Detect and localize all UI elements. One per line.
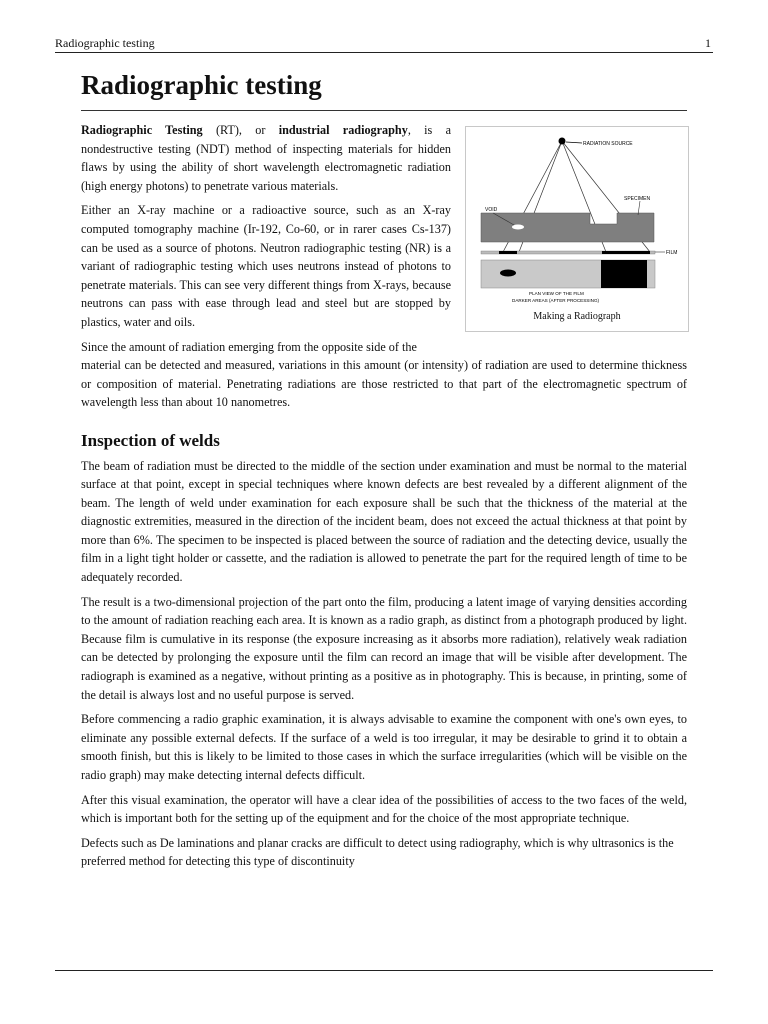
term-radiographic-testing: Radiographic Testing xyxy=(81,123,203,137)
running-header-title: Radiographic testing xyxy=(55,36,155,50)
section-paragraph: The result is a two-dimensional projection of the part onto the film, producing a latent image of varying densities according to the amount of radiation reaching each area. It is known as a radio graph, as distinct from a photograph produced by light. Because film is cumulative in its response (the exposure increasing as it absorbs more radiation), relatively weak radiation can be detected by prolonging the exposure until the film can record an image that will be visible after development. The radiograph is examined as a negative, without printing as a positive as in photography. This is because, in printing, some of the detail is always lost and no useful purpose is served. xyxy=(81,594,687,702)
svg-text:FILM: FILM xyxy=(666,250,678,256)
term-industrial-radiography: industrial radiography xyxy=(278,123,408,137)
footer-divider xyxy=(55,970,713,971)
section-paragraph: The beam of radiation must be directed to the middle of the section under examination and must be normal to the material surface at that point, except in special techniques where known defects are best revealed by a different alignment of the beam. The length of weld under examination for each exposure shall be such that the thickness of the material at the diagnostic extremities, measured in the direction of the incident beam, does not exceed the actual thickness at that point by more than 6%. The specimen to be inspected is placed between the source of radiation and the detecting device, usually the film in a light tight holder or cassette, and the radiation is allowed to penetrate the part for the required length of time to be adequately recorded. xyxy=(81,458,687,585)
running-header xyxy=(55,36,713,53)
section-paragraph: Before commencing a radio graphic examination, it is always advisable to examine the component with one's own eyes, to eliminate any possible external defects. If the surface of a weld is too irregular, it may be desirable to grind it to obtain a smooth finish, but this is likely to be limited to those cases in which the surface irregularities (which will be visible on the radio graph) may make detecting internal defects difficult. xyxy=(81,712,687,782)
section-heading-inspection-of-welds: Inspection of welds xyxy=(81,430,220,450)
intro-paragraph-3: Since the amount of radiation emerging from the opposite side of the material can be detected and measured, variations in this amount (or intensity) of radiation are used to determine thickness or composition of material. Penetrating radiations are those restricted to that part of the electromagnetic spectrum of wavelength less than about 10 nanometres. xyxy=(81,339,687,410)
title-divider xyxy=(81,110,687,111)
page-number: 1 xyxy=(705,36,711,50)
svg-text:RADIATION SOURCE: RADIATION SOURCE xyxy=(583,141,633,147)
svg-text:VOID: VOID xyxy=(485,207,498,213)
svg-text:DARKER AREAS (AFTER PROCESSING: DARKER AREAS (AFTER PROCESSING) xyxy=(512,298,600,303)
figure-caption: Making a Radiograph xyxy=(533,311,621,322)
page-title: Radiographic testing xyxy=(81,70,322,100)
article-body xyxy=(81,121,687,877)
svg-text:SPECIMEN: SPECIMEN xyxy=(624,196,651,202)
section-paragraph: After this visual examination, the operator will have a clear idea of the possibilities of access to the two faces of the weld, which is important both for the setting up of the equipment and for the choice of the most appropriate technique. xyxy=(81,792,687,826)
section-paragraph: Defects such as De laminations and planar cracks are difficult to detect using radiography, which is why ultrasonics is the preferred method for detecting this type of discontinuity xyxy=(81,835,674,869)
intro-paragraph-2: Either an X-ray machine or a radioactive source, such as an X-ray computed tomography machine (Ir-192, Co-60, or in rarer cases Cs-137) can be used as a source of photons. Neutron radiographic testing (NR) is a variant of radiographic testing which uses neutrons instead of photons to penetrate materials. This can see very different things from X-rays, because neutrons can pass with ease through lead and steel but are stopped by plastics, water and oils. xyxy=(81,203,451,329)
svg-text:PLAN VIEW OF THE FILM: PLAN VIEW OF THE FILM xyxy=(529,291,584,296)
intro-paragraph-1: Radiographic Testing (RT), or industrial radiography, is a nondestructive testing (NDT) method of inspecting materials for hidden flaws by using the ability of short wavelength electromagnetic radiation (high energy photons) to penetrate various materials. xyxy=(81,123,451,193)
